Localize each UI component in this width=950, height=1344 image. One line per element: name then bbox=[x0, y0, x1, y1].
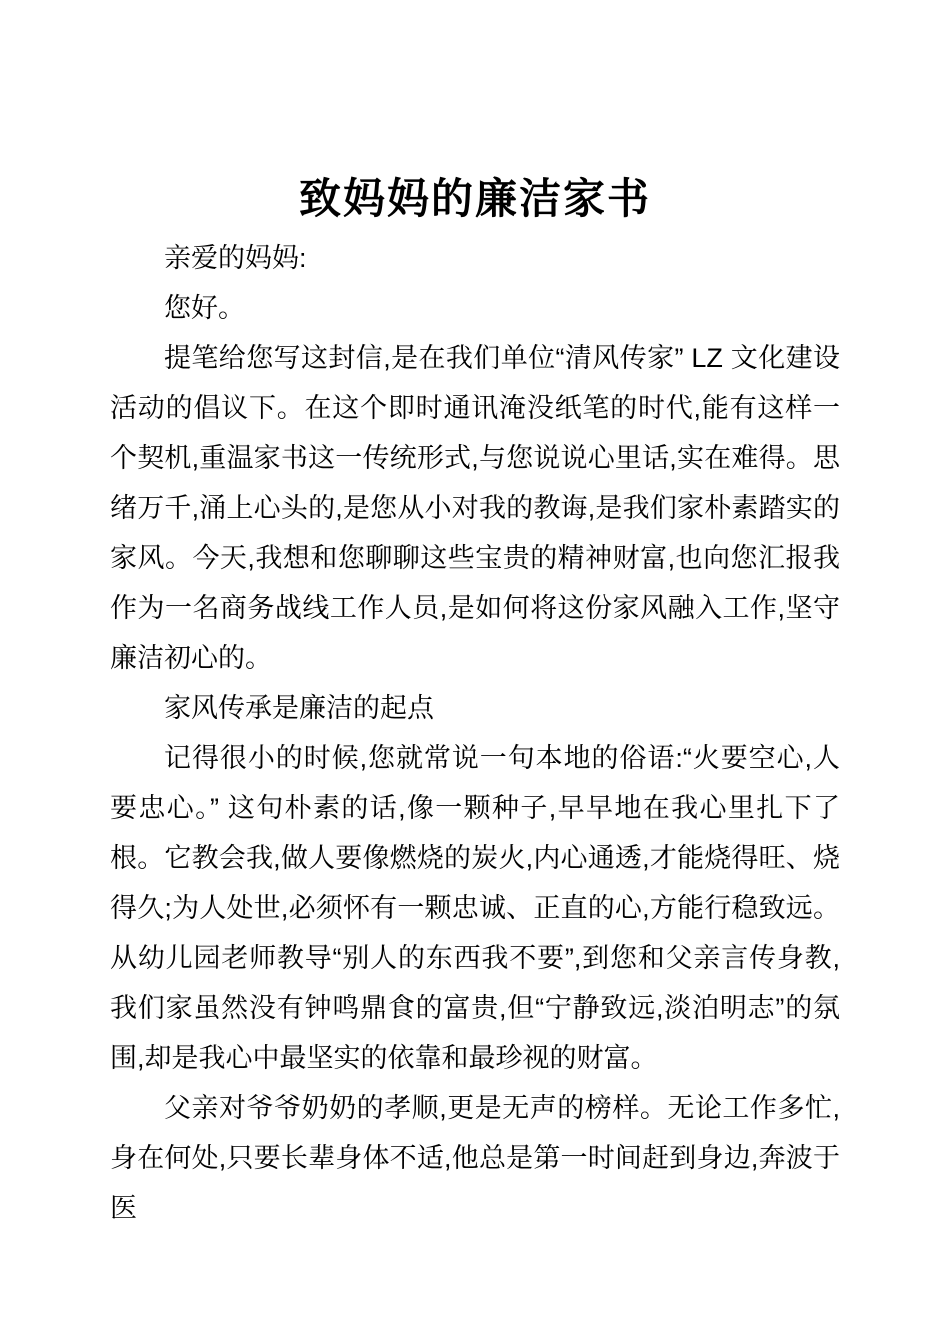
document-body bbox=[110, 233, 840, 1233]
paragraph: 您好。 bbox=[164, 293, 245, 323]
paragraph: 家风传承是廉洁的起点 bbox=[164, 693, 434, 723]
document-title: 致妈妈的廉洁家书 bbox=[298, 177, 651, 223]
paragraph: 提笔给您写这封信,是在我们单位“清风传家” LZ 文化建设活动的倡议下。在这个即时通讯淹没纸笔的时代,能有这样一个契机,重温家书这一传统形式,与您说说心里话,实在难得。思绪万千,涌上心头的,是您从小对我的教诲,是我们家朴素踏实的家风。今天,我想和您聊聊这些宝贵的精神财富,也向您汇报我作为一名商务战线工作人员,是如何将这份家风融入工作,坚守廉洁初心的。 bbox=[110, 343, 840, 673]
paragraph: 记得很小的时候,您就常说一句本地的俗语:“火要空心,人要忠心。” 这句朴素的话,像一颗种子,早早地在我心里扎下了根。它教会我,做人要像燃烧的炭火,内心通透,才能烧得旺、烧得久;为人处世,必须怀有一颗忠诚、正直的心,方能行稳致远。从幼儿园老师教导“别人的东西我不要”,到您和父亲言传身教,我们家虽然没有钟鸣鼎食的富贵,但“宁静致远,淡泊明志”的氛围,却是我心中最坚实的依靠和最珍视的财富。 bbox=[110, 743, 840, 1073]
paragraph: 父亲对爷爷奶奶的孝顺,更是无声的榜样。无论工作多忙,身在何处,只要长辈身体不适,他总是第一时间赶到身边,奔波于医 bbox=[110, 1093, 840, 1223]
paragraph: 亲爱的妈妈: bbox=[164, 243, 307, 273]
